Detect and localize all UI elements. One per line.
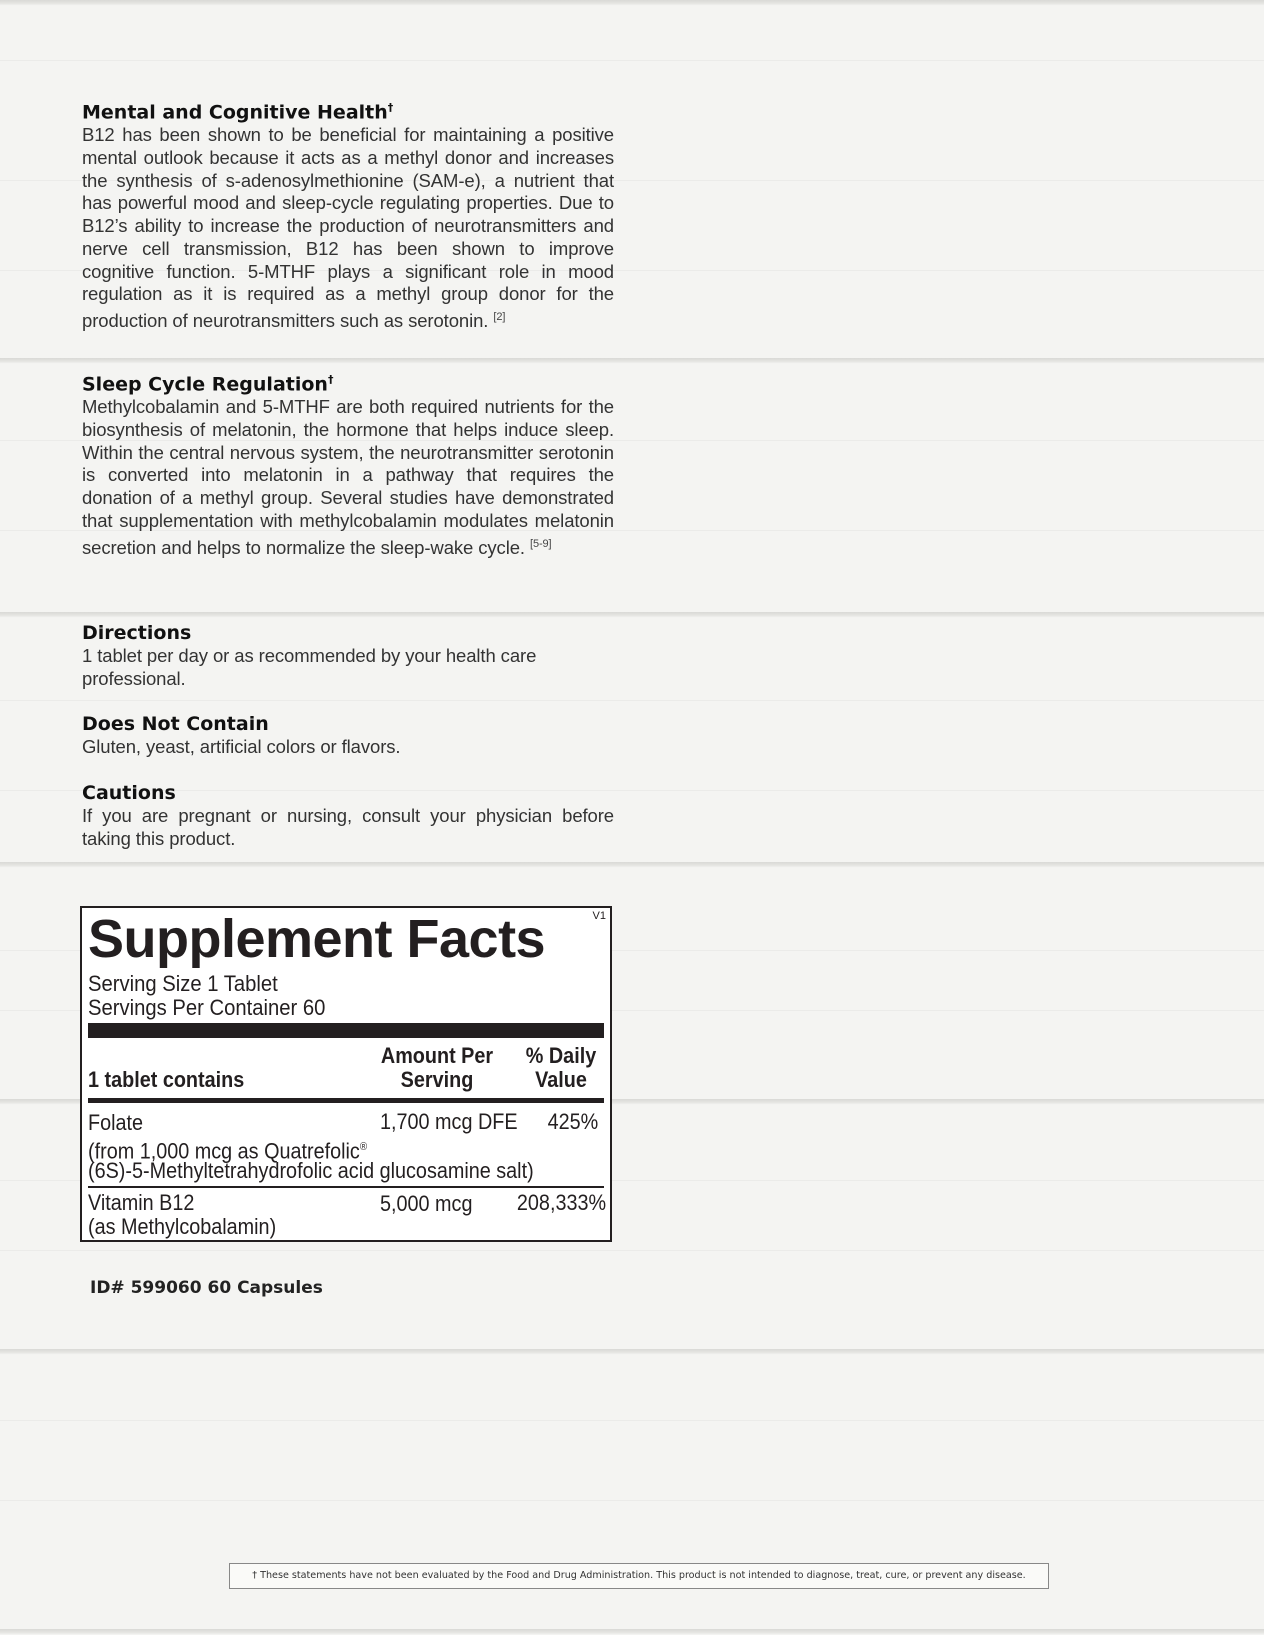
- facts-thick-divider: [88, 1023, 604, 1038]
- facts-header-divider: [88, 1098, 604, 1103]
- product-id: ID# 599060 60 Capsules: [90, 1278, 323, 1298]
- serving-size: Serving Size 1 Tablet: [88, 971, 278, 996]
- column-header-daily-value: % Daily Value: [525, 1043, 597, 1092]
- section-heading: Cautions: [82, 782, 176, 804]
- section-sleep-cycle-regulation: [82, 368, 614, 559]
- reference-marker: [2]: [493, 310, 506, 323]
- nutrient-daily-value: 208,333%: [516, 1190, 606, 1215]
- column-header-contains: 1 tablet contains: [88, 1067, 245, 1092]
- section-heading: Directions: [82, 622, 192, 644]
- section-mental-cognitive-health: [82, 96, 614, 333]
- facts-title: Supplement Facts: [88, 909, 546, 969]
- section-does-not-contain: [82, 712, 614, 759]
- section-directions: [82, 621, 582, 690]
- section-heading: Sleep Cycle Regulation†: [82, 373, 334, 396]
- nutrient-amount: 1,700 mcg DFE: [380, 1109, 518, 1134]
- nutrient-name: Folate: [88, 1110, 144, 1135]
- section-body: 1 tablet per day or as recommended by your health care professional.: [82, 645, 537, 689]
- nutrient-detail: (as Methylcobalamin): [88, 1214, 277, 1239]
- section-body: If you are pregnant or nursing, consult your physician before taking this product.: [82, 805, 614, 849]
- nutrient-name: Vitamin B12: [88, 1190, 195, 1215]
- nutrient-daily-value: 425%: [547, 1109, 598, 1134]
- nutrient-detail: (from 1,000 mcg as Quatrefolic®: [88, 1138, 368, 1164]
- section-heading: Does Not Contain: [82, 713, 269, 735]
- nutrient-amount: 5,000 mcg: [380, 1191, 473, 1216]
- servings-per-container: Servings Per Container 60: [88, 995, 326, 1020]
- section-body: B12 has been shown to be beneficial for maintaining a positive mental outlook because it acts as a methyl donor and increases the synthesis of s-adenosylmethionine (SAM-e), a nutrient that has powerful mood and sleep-cycle regulating properties. Due to B12’s ability to increase the production of neurotransmitters and nerve cell transmission, B12 has been shown to improve cognitive function. 5-MTHF plays a significant role in mood regulation as it is required as a methyl group donor for the production of neurotransmitters such as serotonin. [2]: [82, 124, 614, 332]
- section-heading: Mental and Cognitive Health†: [82, 101, 394, 124]
- supplement-facts-panel: [80, 906, 612, 1242]
- fda-disclaimer: † These statements have not been evaluated by the Food and Drug Administration. This product is not intended to diagnose, treat, cure, or prevent any disease.: [229, 1563, 1049, 1589]
- column-header-amount: Amount Per Serving: [380, 1043, 494, 1092]
- section-body: Methylcobalamin and 5-MTHF are both required nutrients for the biosynthesis of melatonin, the hormone that helps induce sleep. Within the central nervous system, the neurotransmitter serotonin is converted into melatonin in a pathway that requires the donation of a methyl group. Several studies have demonstrated that supplementation with methylcobalamin modulates melatonin secretion and helps to normalize the sleep-wake cycle. [5-9]: [82, 396, 614, 558]
- section-cautions: [82, 781, 614, 850]
- section-body: Gluten, yeast, artificial colors or flavors.: [82, 736, 401, 757]
- facts-version: V1: [592, 910, 606, 922]
- nutrient-detail: (6S)-5-Methyltetrahydrofolic acid glucosamine salt): [88, 1158, 534, 1183]
- reference-marker: [5-9]: [530, 537, 552, 550]
- row-divider: [88, 1186, 604, 1188]
